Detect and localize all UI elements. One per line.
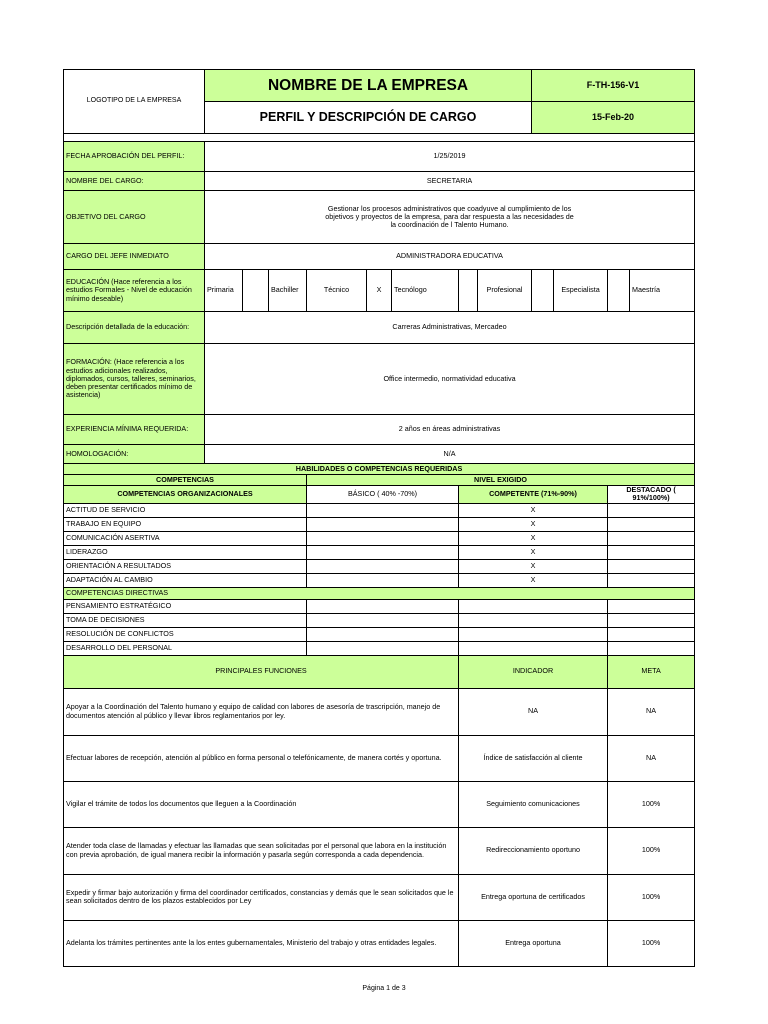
competency-competent: X xyxy=(459,545,608,559)
competency-name: RESOLUCIÓN DE CONFLICTOS xyxy=(64,627,307,641)
competency-basic xyxy=(307,599,459,613)
spacer xyxy=(64,134,695,142)
function-indicator: NA xyxy=(459,688,608,735)
competency-outstanding xyxy=(608,599,695,613)
function-goal: NA xyxy=(608,735,695,781)
homologation-value: N/A xyxy=(205,445,695,464)
competency-competent xyxy=(459,627,608,641)
level-outstanding-header: DESTACADO ( 91%/100%) xyxy=(608,486,695,504)
competency-basic xyxy=(307,545,459,559)
table-row xyxy=(64,531,695,545)
level-basic-header: BÁSICO ( 40% -70%) xyxy=(307,486,459,504)
competency-competent: X xyxy=(459,517,608,531)
table-row xyxy=(64,735,695,781)
document-title: PERFIL Y DESCRIPCIÓN DE CARGO xyxy=(205,102,532,134)
function-indicator: Redireccionamiento oportuno xyxy=(459,827,608,874)
function-indicator: Entrega oportuna xyxy=(459,920,608,966)
education-primaria-check xyxy=(243,270,269,312)
boss-position-value: ADMINISTRADORA EDUCATIVA xyxy=(205,244,695,270)
competency-competent: X xyxy=(459,573,608,587)
competency-name: ORIENTACIÓN A RESULTADOS xyxy=(64,559,307,573)
table-row xyxy=(64,503,695,517)
approval-date-label: FECHA APROBACIÓN DEL PERFIL: xyxy=(64,142,205,172)
org-competencies-title: COMPETENCIAS ORGANIZACIONALES xyxy=(64,486,307,504)
education-especialista: Especialista xyxy=(554,270,608,312)
table-row xyxy=(64,599,695,613)
function-indicator: Entrega oportuna de certificados xyxy=(459,874,608,920)
competency-basic xyxy=(307,503,459,517)
function-goal: 100% xyxy=(608,874,695,920)
competency-competent: X xyxy=(459,559,608,573)
goal-header: META xyxy=(608,655,695,688)
competency-competent: X xyxy=(459,531,608,545)
function-indicator: Índice de satisfacción al cliente xyxy=(459,735,608,781)
function-goal: 100% xyxy=(608,827,695,874)
competency-basic xyxy=(307,641,459,655)
education-label: EDUCACIÓN (Hace referencia a los estudios Formales - Nivel de educación mínimo deseable) xyxy=(64,270,205,312)
table-row xyxy=(64,641,695,655)
competency-basic xyxy=(307,559,459,573)
table-row xyxy=(64,827,695,874)
company-logo-placeholder: LOGOTIPO DE LA EMPRESA xyxy=(64,70,205,134)
competency-name: ADAPTACIÓN AL CAMBIO xyxy=(64,573,307,587)
education-profesional: Profesional xyxy=(478,270,532,312)
approval-date-value: 1/25/2019 xyxy=(205,142,695,172)
education-especialista-check xyxy=(608,270,630,312)
level-column-header: NIVEL EXIGIDO xyxy=(307,475,695,486)
table-row xyxy=(64,688,695,735)
table-row xyxy=(64,559,695,573)
competency-outstanding xyxy=(608,503,695,517)
competency-outstanding xyxy=(608,627,695,641)
competency-name: PENSAMIENTO ESTRATÉGICO xyxy=(64,599,307,613)
education-profesional-check xyxy=(532,270,554,312)
objective-value: Gestionar los procesos administrativos que coadyuve al cumplimiento de los objetivos y proyectos de la empresa, para dar respuesta a las necesidades de la coordinación de l Talento Humano. xyxy=(205,191,695,244)
profile-table xyxy=(63,69,695,967)
function-text: Adelanta los trámites pertinentes ante la los entes gubernamentales, Ministerio del trabajo y otras entidades legales. xyxy=(64,920,459,966)
competency-competent: X xyxy=(459,503,608,517)
document-code: F-TH-156-V1 xyxy=(532,70,695,102)
education-detail-label: Descripción detallada de la educación: xyxy=(64,312,205,344)
function-text: Expedir y firmar bajo autorización y firma del coordinador certificados, constancias y demás que le sean solicitados que le sean solicitados dentro de los plazos establecidos por Ley xyxy=(64,874,459,920)
competency-competent xyxy=(459,641,608,655)
function-text: Apoyar a la Coordinación del Talento humano y equipo de calidad con labores de asesoría de trascripción, manejo de documentos atención al público y llevar libros reglamentarios por ley. xyxy=(64,688,459,735)
table-row xyxy=(64,517,695,531)
education-bachiller: Bachiller xyxy=(269,270,307,312)
table-row xyxy=(64,781,695,827)
education-detail-value: Carreras Administrativas, Mercadeo xyxy=(205,312,695,344)
competencies-column-header: COMPETENCIAS xyxy=(64,475,307,486)
position-name-label: NOMBRE DEL CARGO: xyxy=(64,172,205,191)
function-goal: NA xyxy=(608,688,695,735)
boss-position-label: CARGO DEL JEFE INMEDIATO xyxy=(64,244,205,270)
competency-outstanding xyxy=(608,613,695,627)
function-text: Efectuar labores de recepción, atención al público en forma personal o telefónicamente, de manera cortés y oportuna. xyxy=(64,735,459,781)
competency-outstanding xyxy=(608,559,695,573)
job-profile-document xyxy=(63,69,694,967)
function-indicator: Seguimiento comunicaciones xyxy=(459,781,608,827)
directive-competencies-title: COMPETENCIAS DIRECTIVAS xyxy=(64,587,695,599)
document-date: 15-Feb-20 xyxy=(532,102,695,134)
page-number: Página 1 de 3 xyxy=(362,985,406,992)
position-name-value: SECRETARIA xyxy=(205,172,695,191)
table-row xyxy=(64,545,695,559)
competency-competent xyxy=(459,613,608,627)
experience-value: 2 años en áreas administrativas xyxy=(205,415,695,445)
competency-name: ACTITUD DE SERVICIO xyxy=(64,503,307,517)
education-tecnologo-check xyxy=(459,270,478,312)
level-competent-header: COMPETENTE (71%-90%) xyxy=(459,486,608,504)
competency-outstanding xyxy=(608,641,695,655)
competency-basic xyxy=(307,613,459,627)
competency-basic xyxy=(307,517,459,531)
experience-label: EXPERIENCIA MÍNIMA REQUERIDA: xyxy=(64,415,205,445)
indicator-header: INDICADOR xyxy=(459,655,608,688)
table-row xyxy=(64,627,695,641)
training-value: Office intermedio, normatividad educativa xyxy=(205,344,695,415)
competency-basic xyxy=(307,573,459,587)
table-row xyxy=(64,874,695,920)
competencies-section-title: HABILIDADES O COMPETENCIAS REQUERIDAS xyxy=(64,464,695,475)
competency-outstanding xyxy=(608,545,695,559)
competency-outstanding xyxy=(608,517,695,531)
function-text: Atender toda clase de llamadas y efectuar las llamadas que sean solicitadas por el personal que labora en la institución con previa aprobación, de igual manera recibir la información y pasarla según corresponda a cada dependencia. xyxy=(64,827,459,874)
education-primaria: Primaria xyxy=(205,270,243,312)
function-goal: 100% xyxy=(608,920,695,966)
education-maestria: Maestría xyxy=(630,270,695,312)
competency-competent xyxy=(459,599,608,613)
function-text: Vigilar el trámite de todos los documentos que lleguen a la Coordinación xyxy=(64,781,459,827)
table-row xyxy=(64,920,695,966)
competency-outstanding xyxy=(608,531,695,545)
education-tecnologo: Tecnólogo xyxy=(392,270,459,312)
competency-basic xyxy=(307,627,459,641)
company-name: NOMBRE DE LA EMPRESA xyxy=(205,70,532,102)
functions-header: PRINCIPALES FUNCIONES xyxy=(64,655,459,688)
homologation-label: HOMOLOGACIÓN: xyxy=(64,445,205,464)
table-row xyxy=(64,613,695,627)
education-tecnico: Técnico xyxy=(307,270,367,312)
objective-label: OBJETIVO DEL CARGO xyxy=(64,191,205,244)
table-row xyxy=(64,573,695,587)
competency-name: TRABAJO EN EQUIPO xyxy=(64,517,307,531)
competency-outstanding xyxy=(608,573,695,587)
competency-basic xyxy=(307,531,459,545)
training-label: FORMACIÓN: (Hace referencia a los estudios adicionales realizados, diplomados, cursos, talleres, seminarios, deben presentar certificados mínimo de asistencia) xyxy=(64,344,205,415)
competency-name: COMUNICACIÓN ASERTIVA xyxy=(64,531,307,545)
competency-name: LIDERAZGO xyxy=(64,545,307,559)
function-goal: 100% xyxy=(608,781,695,827)
competency-name: DESARROLLO DEL PERSONAL xyxy=(64,641,307,655)
competency-name: TOMA DE DECISIONES xyxy=(64,613,307,627)
education-tecnico-check: X xyxy=(367,270,392,312)
